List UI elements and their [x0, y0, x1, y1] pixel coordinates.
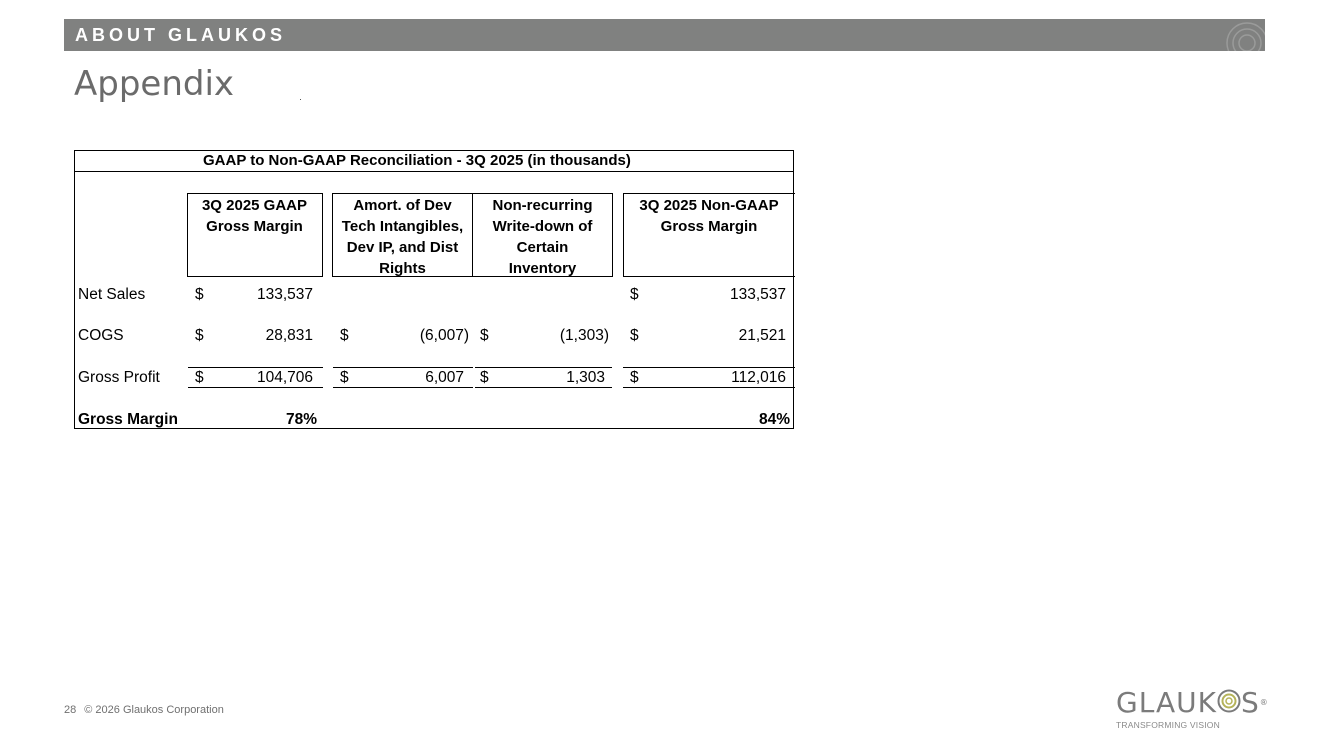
gaap-value: 104,706: [256, 369, 313, 386]
nongaap-value: 112,016: [731, 369, 786, 386]
gaap-value: 28,831: [265, 327, 313, 344]
currency-symbol: $: [195, 327, 204, 344]
header-text: Gross Margin: [206, 218, 303, 235]
section-header-title: ABOUT GLAUKOS: [75, 25, 286, 45]
gaap-value: 133,537: [256, 286, 313, 303]
header-text: 3Q 2025 Non-GAAP: [639, 197, 779, 214]
registered-mark: ®: [1259, 698, 1269, 707]
nongaap-value: 21,521: [738, 327, 786, 344]
glaukos-logo: [1116, 688, 1269, 730]
reconciliation-table: [74, 150, 794, 429]
row-label: COGS: [78, 327, 124, 344]
header-text: Rights: [379, 260, 426, 277]
page-number: 28: [64, 704, 77, 716]
copyright-text: © 2026 Glaukos Corporation: [84, 704, 224, 716]
logo-wordmark: [1116, 688, 1269, 719]
gross-profit-bottomline-writedown: [475, 387, 612, 388]
header-text: Tech Intangibles,: [341, 218, 464, 235]
swirl-graphic-icon: [1221, 19, 1265, 51]
stray-dot: [300, 99, 301, 100]
row-label: Gross Margin: [78, 411, 178, 428]
logo-word-prefix: GLAUK: [1116, 686, 1217, 719]
currency-symbol: $: [340, 327, 349, 344]
header-text: Write-down of: [492, 218, 593, 235]
writedown-value: (1,303): [559, 327, 609, 344]
currency-symbol: $: [630, 286, 639, 303]
row-label: Gross Profit: [78, 369, 160, 386]
currency-symbol: $: [340, 369, 349, 386]
gaap-value: 78%: [285, 411, 317, 428]
currency-symbol: $: [630, 327, 639, 344]
eye-ring-icon: [1217, 689, 1241, 719]
gross-profit-topline-writedown: [475, 367, 612, 368]
table-title: GAAP to Non-GAAP Reconciliation - 3Q 2025 (in thousands): [203, 152, 631, 169]
currency-symbol: $: [630, 369, 639, 386]
header-text: Non-recurring: [492, 197, 593, 214]
writedown-value: 1,303: [566, 369, 605, 386]
row-label: Net Sales: [78, 286, 146, 303]
header-text: Gross Margin: [660, 218, 758, 235]
gross-profit-bottomline-nongaap: [623, 387, 795, 388]
header-text: Certain: [516, 239, 569, 256]
currency-symbol: $: [480, 327, 489, 344]
gross-profit-topline-gaap: [188, 367, 323, 368]
header-text: Amort. of Dev: [353, 197, 452, 214]
nongaap-value: 133,537: [729, 286, 786, 303]
header-writedown: [473, 195, 612, 279]
header-text: Inventory: [508, 260, 577, 277]
header-text: Dev IP, and Dist: [346, 239, 459, 256]
logo-tagline: TRANSFORMING VISION: [1116, 720, 1220, 730]
title-divider: [75, 171, 793, 172]
logo-word-suffix: S: [1240, 686, 1260, 719]
gross-profit-bottomline-gaap: [188, 387, 323, 388]
currency-symbol: $: [195, 369, 204, 386]
amortization-value: (6,007): [419, 327, 469, 344]
footer: [64, 704, 232, 716]
gross-profit-bottomline-amort: [333, 387, 473, 388]
section-header-band: [64, 19, 1265, 51]
header-text: 3Q 2025 GAAP: [201, 197, 308, 214]
header-gaap-gross-margin: [187, 193, 323, 277]
currency-symbol: $: [195, 286, 204, 303]
gross-profit-topline-nongaap: [623, 367, 795, 368]
amortization-value: 6,007: [425, 369, 464, 386]
gross-profit-topline-amort: [333, 367, 473, 368]
header-nongaap-gross-margin: [623, 193, 795, 277]
nongaap-value: 84%: [758, 411, 790, 428]
header-amortization: [333, 195, 472, 279]
page-title: Appendix: [74, 64, 235, 104]
header-adjustments: [332, 193, 613, 277]
currency-symbol: $: [480, 369, 489, 386]
